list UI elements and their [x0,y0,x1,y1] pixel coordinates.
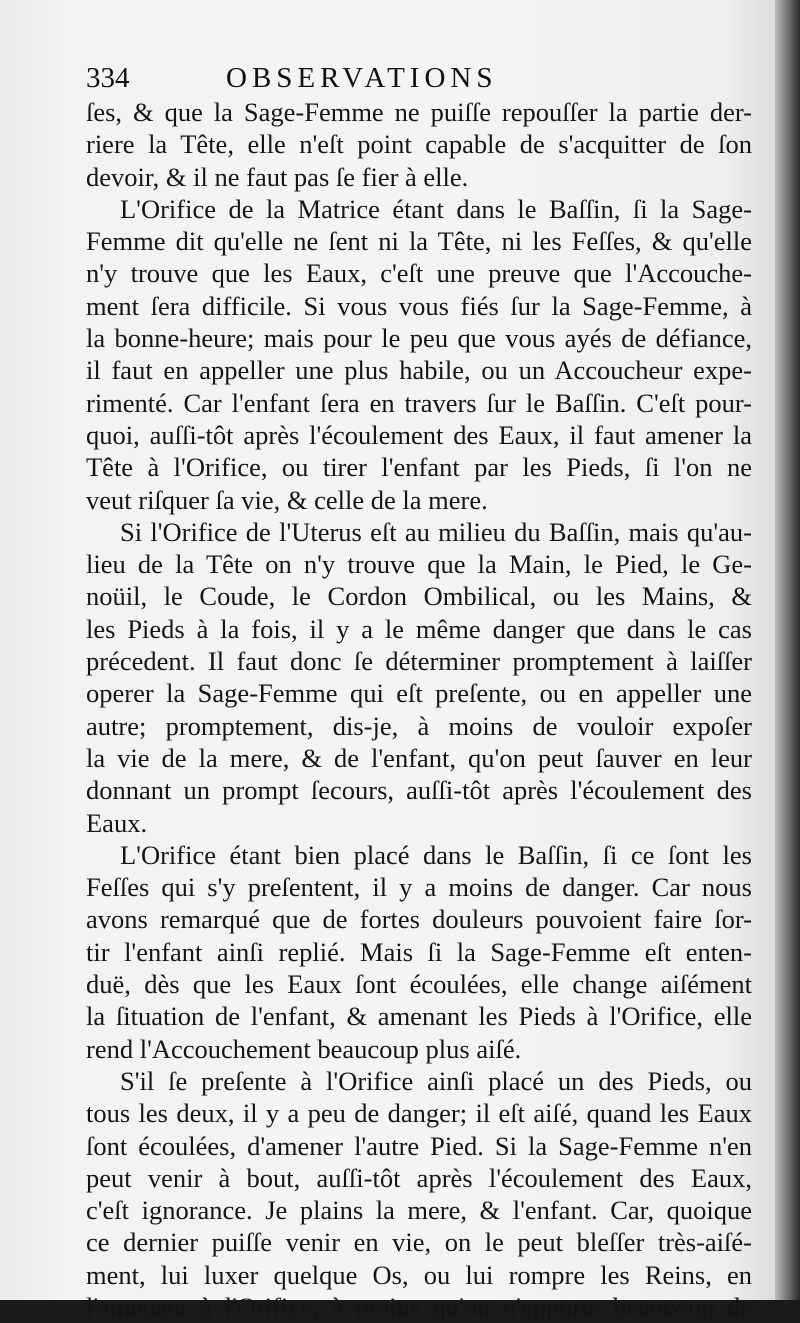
text-line: rend l'Accouchement beaucoup plus aiſé. [86,1033,522,1064]
text-line: la bonne-heure; mais pour le peu que vous ayés de défiance, [86,323,752,354]
text-line: la vie de la mere, & de l'enfant, qu'on peut ſauver en leur [86,742,752,773]
text-line: donnant un prompt ſecours, auſſi-tôt après l'écoulement des [86,775,752,806]
running-head: OBSERVATIONS [226,62,498,94]
text-line: veut riſquer ſa vie, & celle de la mere. [86,484,488,515]
text-line: duë, dès que les Eaux ſont écoulées, elle change aiſément [86,969,752,1000]
text-line: peut venir à bout, auſſi-tôt après l'écoulement des Eaux, [86,1162,752,1193]
text-line: ſont écoulées, d'amener l'autre Pied. Si la Sage-Femme n'en [86,1130,752,1161]
text-line: rimenté. Car l'enfant ſera en travers ſur le Baſſin. C'eſt pour- [86,387,752,418]
page-number: 334 [86,62,130,94]
text-line: quoi, auſſi-tôt après l'écoulement des Eaux, il faut amener la [86,419,752,450]
text-line: c'eſt ignorance. Je plains la mere, & l'enfant. Car, quoique [86,1195,752,1226]
text-line: lieu de la Tête on n'y trouve que la Main, le Pied, le Ge- [86,549,752,580]
text-line: Feſſes qui s'y preſentent, il y a moins de danger. Car nous [86,872,752,903]
text-line: la ſituation de l'enfant, & amenant les Pieds à l'Orifice, elle [86,1001,752,1032]
text-line: operer la Sage-Femme qui eſt preſente, ou en appeller une [86,678,752,709]
text-line: ment ſera difficile. Si vous vous fiés ſur la Sage-Femme, à [86,290,752,321]
text-line: riere la Tête, elle n'eſt point capable de s'acquitter de ſon [86,129,752,160]
text-line: Eaux. [86,807,148,838]
text-line: noüil, le Coude, le Cordon Ombilical, ou les Mains, & [86,581,752,612]
page-edge [775,0,800,1300]
text-line: précedent. Il faut donc ſe déterminer promptement à laiſſer [86,646,752,677]
text-line: il faut en appeller une plus habile, ou un Accoucheur expe- [86,355,752,386]
text-line: avons remarqué que de fortes douleurs pouvoient faire ſor- [86,904,752,935]
text-line: devoir, & il ne faut pas ſe fier à elle. [86,161,469,192]
text-line: les Pieds à la fois, il y a le même danger que dans le cas [86,613,752,644]
text-line: autre; promptement, dis-je, à moins de vouloir expoſer [86,710,752,741]
paragraph-start-line: L'Orifice étant bien placé dans le Baſſin, ſi ce ſont les [120,839,752,870]
paragraph-start-line: Si l'Orifice de l'Uterus eſt au milieu du Baſſin, mais qu'au- [120,516,752,547]
text-line: l'amenant à l'Orifice, à moins qu'on n'apporte beaucoup de [86,1291,752,1322]
text-line: n'y trouve que les Eaux, c'eſt une preuve que l'Accouche- [86,258,752,289]
text-line: tous les deux, il y a peu de danger; il eſt aiſé, quand les Eaux [86,1098,752,1129]
text-line: ce dernier puiſſe venir en vie, on le peut bleſſer très-aiſé- [86,1227,752,1258]
text-line: ſes, & que la Sage-Femme ne puiſſe repouſſer la partie der- [86,97,752,127]
body-text [86,96,752,1323]
text-line: Tête à l'Orifice, ou tirer l'enfant par les Pieds, ſi l'on ne [86,452,752,483]
paragraph-start-line: S'il ſe preſente à l'Orifice ainſi placé un des Pieds, ou [120,1065,752,1096]
text-line: ment, lui luxer quelque Os, ou lui rompre les Reins, en [86,1259,752,1290]
paragraph-start-line: L'Orifice de la Matrice étant dans le Baſſin, ſi la Sage- [120,193,752,224]
text-line: Femme dit qu'elle ne ſent ni la Tête, ni les Feſſes, & qu'elle [86,226,752,257]
text-line: tir l'enfant ainſi replié. Mais ſi la Sage-Femme eſt enten- [86,936,752,967]
